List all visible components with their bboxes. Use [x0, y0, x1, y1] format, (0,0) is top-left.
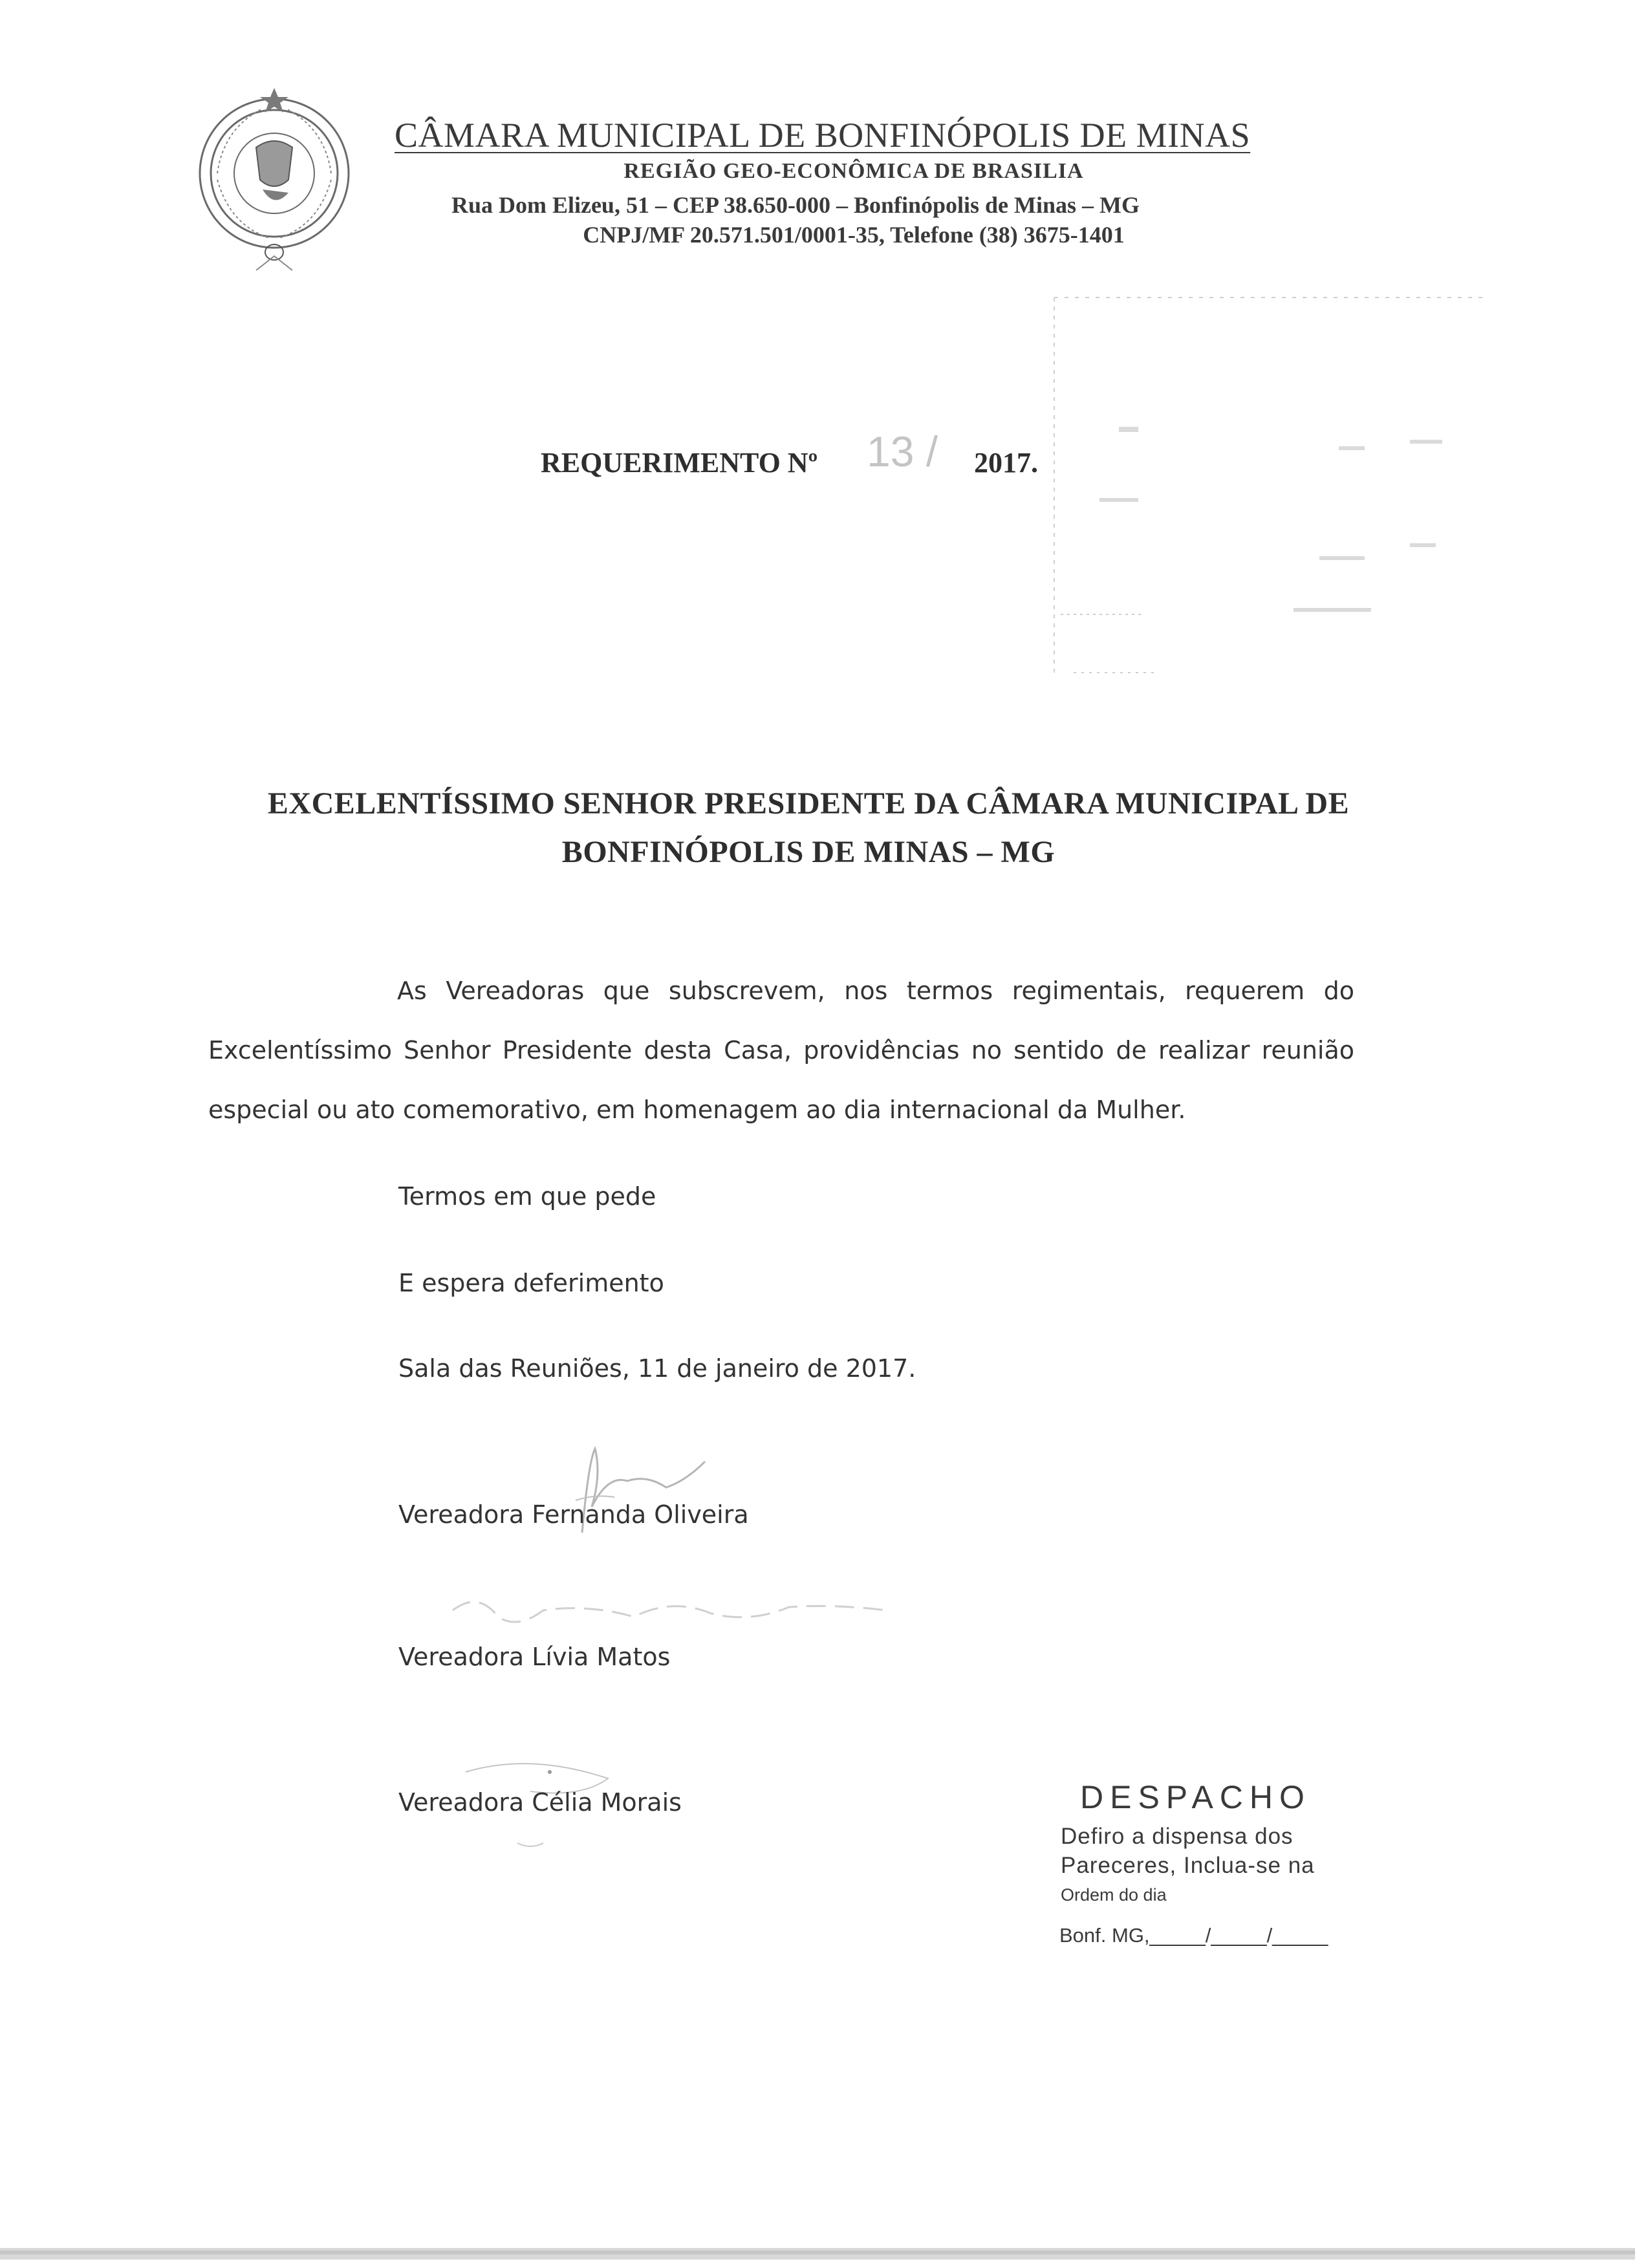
closing-formula: Termos em que pede — [398, 1182, 656, 1211]
addressee-line: EXCELENTÍSSIMO SENHOR PRESIDENTE DA CÂMARA MUNICIPAL DE — [267, 786, 1350, 821]
place-and-date: Sala das Reuniões, 11 de janeiro de 2017. — [398, 1354, 916, 1383]
addressee-line: BONFINÓPOLIS DE MINAS – MG — [561, 835, 1056, 869]
despacho-stamp — [1054, 1778, 1378, 1972]
signatory-name: Vereadora Célia Morais — [398, 1788, 682, 1817]
institution-region: REGIÃO GEO-ECONÔMICA DE BRASILIA — [623, 159, 1084, 183]
signature-scrawl — [440, 1584, 905, 1643]
body-paragraph-line: As Vereadoras que subscrevem, nos termos regimentais, requerem do — [397, 977, 1354, 1005]
body-paragraph-line: Excelentíssimo Senhor Presidente desta Casa, providências no sentido de realizar reunião — [208, 1036, 1354, 1064]
municipal-coat-of-arms-icon — [191, 83, 360, 277]
protocol-stamp — [1048, 285, 1500, 686]
requirement-label: REQUERIMENTO Nº — [541, 447, 818, 479]
signature-scrawl — [556, 1436, 724, 1552]
closing-formula: E espera deferimento — [398, 1269, 664, 1297]
institution-address: Rua Dom Elizeu, 51 – CEP 38.650-000 – Bonfinópolis de Minas – MG — [451, 192, 1140, 218]
despacho-title: DESPACHO — [1080, 1779, 1311, 1815]
signatory-name: Vereadora Fernanda Oliveira — [398, 1500, 749, 1529]
despacho-text: Defiro a dispensa dos — [1061, 1824, 1294, 1849]
institution-title: CÂMARA MUNICIPAL DE BONFINÓPOLIS DE MINAS — [395, 116, 1251, 155]
requirement-year: 2017. — [974, 447, 1038, 479]
signatory-name: Vereadora Lívia Matos — [398, 1643, 671, 1671]
body-paragraph-line: especial ou ato comemorativo, em homenagem ao dia internacional da Mulher. — [208, 1096, 1186, 1124]
despacho-text: Pareceres, Inclua-se na — [1061, 1853, 1315, 1878]
despacho-text: Ordem do dia — [1061, 1885, 1167, 1905]
scan-edge — [0, 2244, 1635, 2263]
institution-contact: CNPJ/MF 20.571.501/0001-35, Telefone (38) 3675-1401 — [583, 222, 1125, 248]
requirement-number: 13 / — [867, 427, 938, 475]
despacho-date-field: Bonf. MG,_____/_____/_____ — [1059, 1924, 1328, 1947]
